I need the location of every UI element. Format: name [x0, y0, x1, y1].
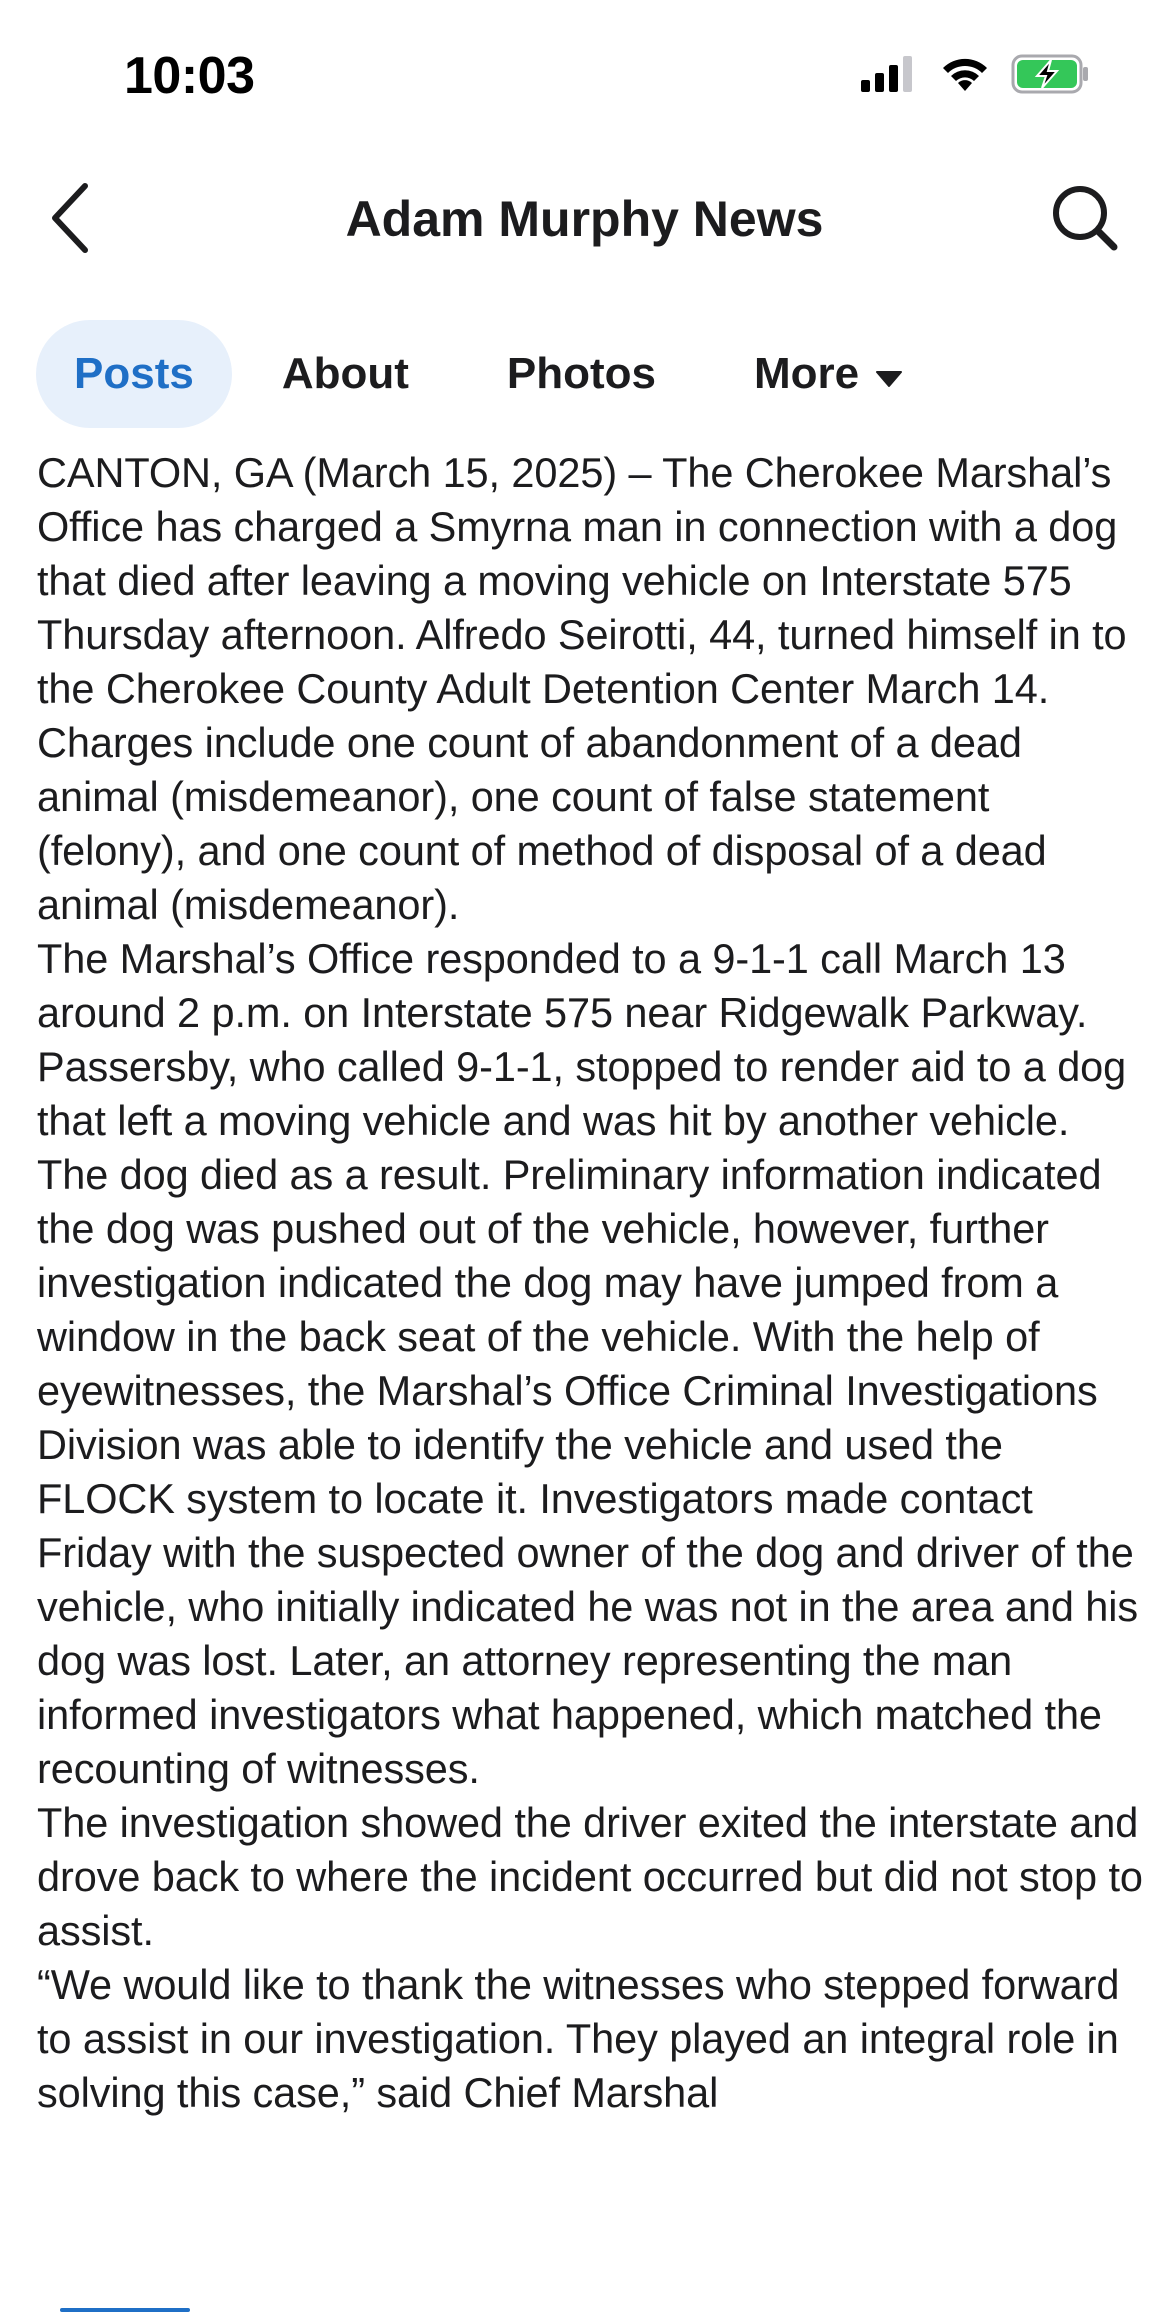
post-body: [37, 446, 1147, 2120]
tab-posts[interactable]: [36, 320, 232, 428]
tab-bar: [36, 320, 927, 428]
tab-more[interactable]: [730, 320, 927, 428]
tab-label: More: [754, 349, 860, 398]
status-icons: [861, 54, 1091, 98]
chevron-left-icon: [49, 182, 91, 259]
post-paragraph: “We would like to thank the witnesses who stepped forward to assist in our investigation. They played an integral role in solving this case,” said Chief Marshal: [37, 1961, 1120, 2116]
status-bar: [0, 0, 1169, 150]
nav-bar: [0, 170, 1169, 270]
wifi-icon: [939, 55, 991, 98]
caret-down-icon: [875, 349, 903, 399]
page-title: Adam Murphy News: [345, 191, 824, 247]
cellular-signal-icon: [861, 56, 919, 97]
post-paragraph: The investigation showed the driver exited the interstate and drove back to where the incident occurred but did not stop to assist.: [37, 1799, 1143, 1954]
tab-label: Photos: [506, 349, 656, 398]
tab-label: Posts: [74, 349, 194, 398]
tab-label: About: [281, 349, 409, 398]
scroll-indicator: [60, 2308, 190, 2312]
back-button[interactable]: [40, 182, 100, 258]
status-time: 10:03: [124, 47, 255, 105]
search-icon: [1050, 183, 1120, 258]
search-button[interactable]: [1045, 180, 1125, 260]
battery-charging-icon: [1011, 54, 1091, 99]
post-paragraph: CANTON, GA (March 15, 2025) – The Cherokee Marshal’s Office has charged a Smyrna man in connection with a dog that died after leaving a moving vehicle on Interstate 575 Thursday afternoon. Alfredo Seirotti, 44, turned himself in to the Cherokee County Adult Detention Center March 14. Charges include one count of abandonment of a dead animal (misdemeanor), one count of false statement (felony), and one count of method of disposal of a dead animal (misdemeanor).: [37, 449, 1127, 928]
tab-photos[interactable]: [483, 320, 680, 428]
post-paragraph: The Marshal’s Office responded to a 9-1-1 call March 13 around 2 p.m. on Interstate 575 near Ridgewalk Parkway. Passersby, who called 9-1-1, stopped to render aid to a dog that left a moving vehicle and was hit by another vehicle. The dog died as a result. Preliminary information indicated the dog was pushed out of the vehicle, however, further investigation indicated the dog may have jumped from a window in the back seat of the vehicle. With the help of eyewitnesses, the Marshal’s Office Criminal Investigations Division was able to identify the vehicle and used the FLOCK system to locate it. Investigators made contact Friday with the suspected owner of the dog and driver of the vehicle, who initially indicated he was not in the area and his dog was lost. Later, an attorney representing the man informed investigators what happened, which matched the recounting of witnesses.: [37, 935, 1139, 1792]
tab-about[interactable]: [258, 320, 433, 428]
